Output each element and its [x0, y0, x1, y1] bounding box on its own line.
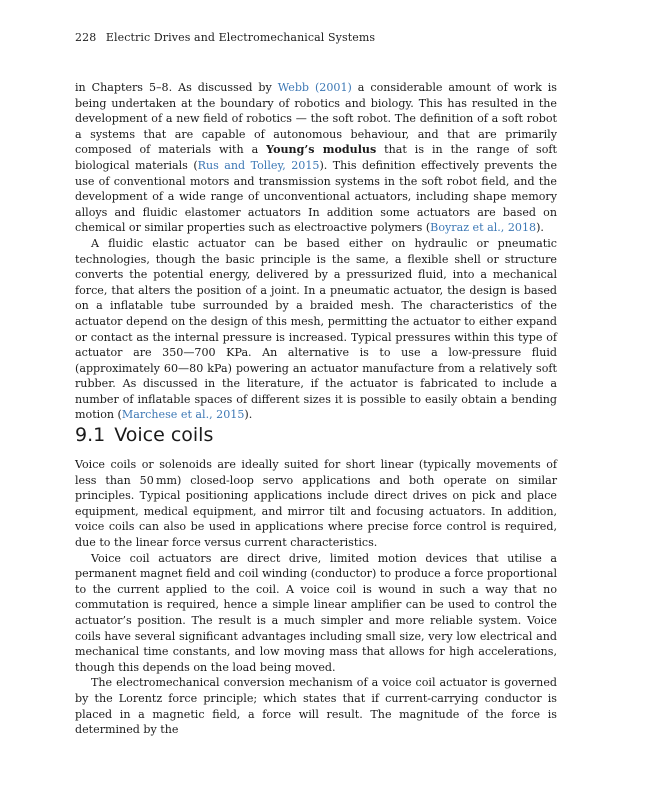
section-number: 9.1	[75, 424, 106, 446]
book-title: Electric Drives and Electromechanical Systems	[105, 31, 376, 44]
citation-rus-tolley-2015[interactable]: Rus and Tolley, 2015	[197, 158, 320, 172]
citation-webb-2001[interactable]: Webb (2001)	[277, 81, 352, 94]
text-run: A fluidic elastic actuator can be based either on hydraulic or pneumatic technologies, though the basic principle is the same, a flexible shell or structure converts the potential energy, delivered by a pressurized fluid, into a mechanical force, that alters the position of a joint. In a pneumatic actuator, the design is based on a inflatable tube surrounded by a braided mesh. The characteristics of the actuator depend on the design of this mesh, permitting the actuator to either expand or contact as the internal pressure is increased. Typical pressures within this type of actuator are 350—700 KPa. An alternative is to use a low-pressure fluid (approximately 60—80 kPa) powering an actuator manufacture from a relatively soft rubber. As discussed in the literature, if the actuator is fabricated to include a number of inflatable spaces of different sizes it is possible to easily obtain a bending motion (	[75, 236, 557, 422]
paragraph-voice-coil-actuators: Voice coil actuators are direct drive, limited motion devices that utilise a permanent magnet field and coil winding (conductor) to produce a force proportional to the current applied to the coil. A voice coil is wound in such a way that no commutation is required, hence a simple linear amplifier can be used to control the actuator’s position. The result is a much simpler and more reliable system. Voice coils have several significant advantages including small size, very low electrical and mechanical time constants, and low moving mass that allows for high accelerations, though this depends on the load being moved.	[75, 551, 557, 674]
running-header	[75, 31, 375, 44]
text-run: a considerable amount of work is being undertaken at the boundary of robotics and biology. This has resulted in the development of a new field of robotics — the soft robot. The definition of a soft robot a systems that are capable of autonomous behaviour, and that are primarily composed of materials with a	[75, 81, 557, 157]
page-number: 228	[75, 31, 97, 44]
citation-marchese-2015[interactable]: Marchese et al., 2015	[121, 408, 245, 422]
term-youngs-modulus: Young’s modulus	[266, 143, 377, 157]
text-run: that is in the range of soft biological materials (	[75, 143, 557, 172]
text-run: in Chapters 5–8. As discussed by	[75, 81, 278, 94]
section-heading	[75, 424, 213, 446]
paragraph-soft-robotics	[75, 80, 557, 236]
intro-text-block	[75, 80, 557, 423]
text-run: ). This definition effectively prevents the use of conventional motors and transmission systems in the soft robot field, and the development of a wide range of unconventional actuators, including shape memory alloys and fluidic elastomer actuators In addition some actuators are based on chemical or similar properties such as electroactive polymers (	[75, 158, 558, 235]
text-run: ).	[536, 221, 544, 235]
citation-boyraz-2018[interactable]: Boyraz et al., 2018	[430, 221, 537, 235]
paragraph-lorentz-force: The electromechanical conversion mechanism of a voice coil actuator is governed by the Lorentz force principle; which states that if current-carrying conductor is placed in a magnetic field, a force will result. The magnitude of the force is determined by the	[75, 676, 557, 737]
voice-coil-text-block	[75, 457, 557, 738]
text-run: ).	[244, 408, 253, 422]
paragraph-voice-coil-intro: Voice coils or solenoids are ideally suited for short linear (typically movements of less than 50 mm) closed-loop servo applications and both operate on similar principles. Typical positioning applications include direct drives on pick and place equipment, medical equipment, and mirror tilt and focusing actuators. In addition, voice coils can also be used in applications where precise force control is required, due to the linear force versus current characteristics.	[75, 458, 557, 549]
paragraph-fluidic-actuator	[75, 236, 557, 423]
section-title: Voice coils	[114, 424, 214, 446]
